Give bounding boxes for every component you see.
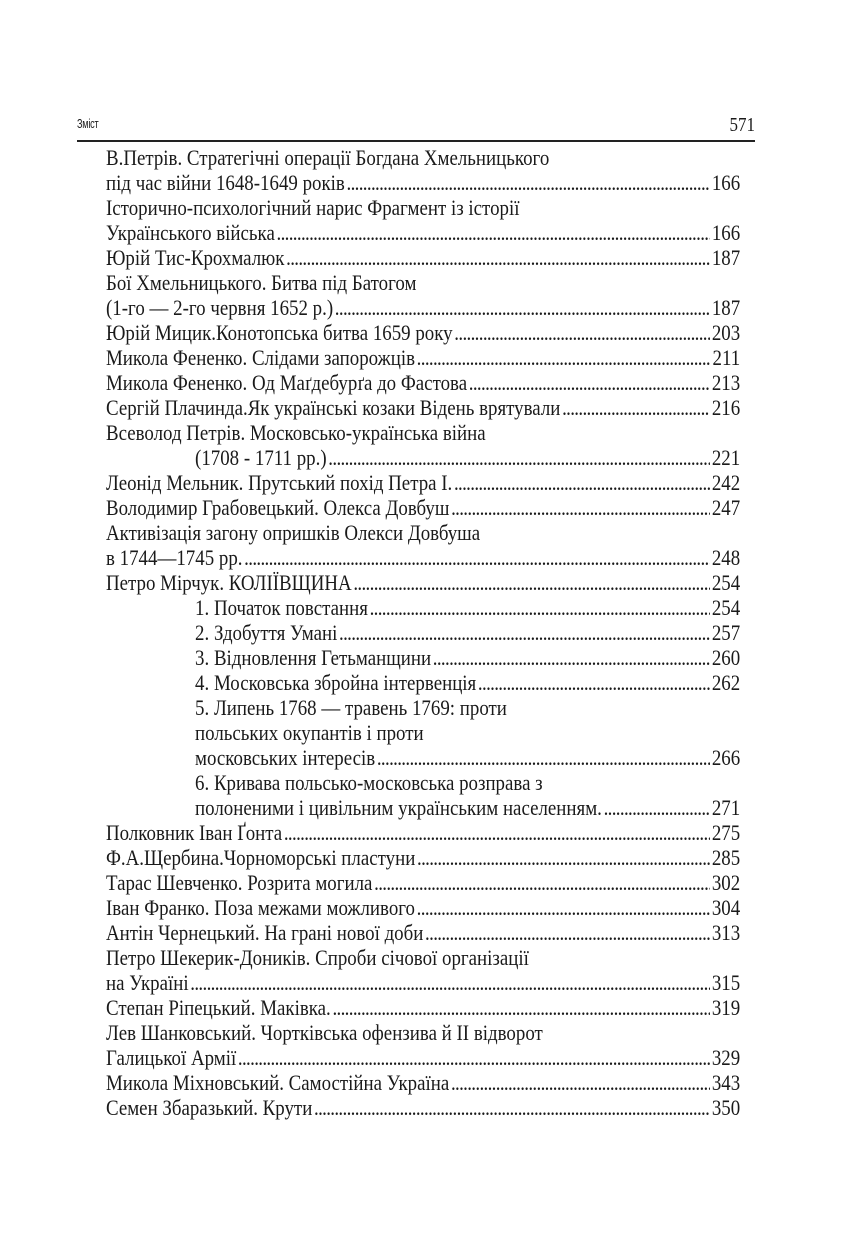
toc-entry-title: Семен Збаразький. Крути xyxy=(106,1095,313,1120)
dot-leader xyxy=(244,545,710,570)
dot-leader xyxy=(332,995,710,1020)
toc-entry-title: Юрій Тис-Крохмалюк xyxy=(106,245,285,270)
table-of-contents xyxy=(106,145,740,1120)
toc-entry-title: Полковник Іван Ґонта xyxy=(106,820,283,845)
toc-page-number: 254 xyxy=(711,595,741,620)
dot-leader xyxy=(370,595,711,620)
toc-entry[interactable] xyxy=(106,1095,740,1120)
toc-entry-last-line xyxy=(106,1070,740,1095)
dot-leader xyxy=(425,920,710,945)
dot-leader xyxy=(454,320,710,345)
toc-entry-title: 2. Здобуття Умані xyxy=(195,620,338,645)
dot-leader xyxy=(314,1095,710,1120)
dot-leader xyxy=(335,295,710,320)
toc-entry-title: Микола Фененко. Слідами запорожців xyxy=(106,345,416,370)
toc-entry-line xyxy=(106,420,740,445)
toc-entry[interactable] xyxy=(106,1020,740,1070)
toc-entry-last-line xyxy=(106,995,740,1020)
toc-entry[interactable] xyxy=(106,320,740,345)
toc-entry-line xyxy=(106,770,740,795)
dot-leader xyxy=(353,570,710,595)
toc-entry-title: в 1744—1745 рр. xyxy=(106,545,243,570)
toc-entry-line xyxy=(106,695,740,720)
toc-entry[interactable] xyxy=(106,420,740,470)
toc-entry-last-line xyxy=(106,620,740,645)
toc-page-number: 266 xyxy=(711,745,741,770)
toc-entry-last-line xyxy=(106,970,740,995)
toc-entry[interactable] xyxy=(106,820,740,845)
toc-entry-last-line xyxy=(106,595,740,620)
toc-entry[interactable] xyxy=(106,870,740,895)
toc-entry-title: Лев Шанковський. Чортківська офензива й ІІ відворот xyxy=(106,1020,543,1045)
toc-entry-title: 1. Початок повстання xyxy=(195,595,368,620)
toc-entry-title: Микола Міхновський. Самостійна Україна xyxy=(106,1070,450,1095)
toc-entry-last-line xyxy=(106,1095,740,1120)
toc-entry[interactable] xyxy=(106,645,740,670)
toc-entry-last-line xyxy=(106,845,740,870)
dot-leader xyxy=(433,645,710,670)
toc-entry-title: під час війни 1648-1649 років xyxy=(106,170,345,195)
toc-entry-title: Степан Ріпецький. Маківка. xyxy=(106,995,331,1020)
toc-entry-last-line xyxy=(106,470,740,495)
toc-entry[interactable] xyxy=(106,695,740,770)
toc-entry-last-line xyxy=(106,220,740,245)
toc-entry-last-line xyxy=(106,745,740,770)
toc-entry-title: Леонід Мельник. Прутський похід Петра І. xyxy=(106,470,453,495)
toc-entry-title: 6. Кривава польсько-московська розправа з xyxy=(195,770,543,795)
toc-entry-title: Петро Шекерик-Доників. Спроби січової організації xyxy=(106,945,529,970)
toc-entry[interactable] xyxy=(106,345,740,370)
toc-entry[interactable] xyxy=(106,145,740,195)
toc-entry-last-line xyxy=(106,445,740,470)
toc-page-number: 257 xyxy=(711,620,741,645)
toc-entry[interactable] xyxy=(106,395,740,420)
toc-entry-last-line xyxy=(106,320,740,345)
toc-entry-line xyxy=(106,145,740,170)
toc-entry-line xyxy=(106,270,740,295)
toc-entry-line xyxy=(106,520,740,545)
toc-entry[interactable] xyxy=(106,495,740,520)
toc-entry-last-line xyxy=(106,545,740,570)
dot-leader xyxy=(604,795,711,820)
toc-entry-title: В.Петрів. Стратегічні операції Богдана Хмельницького xyxy=(106,145,550,170)
toc-entry-last-line xyxy=(106,170,740,195)
toc-page-number: 302 xyxy=(711,870,741,895)
dot-leader xyxy=(339,620,710,645)
toc-entry-last-line xyxy=(106,1045,740,1070)
toc-entry-title: (1708 - 1711 рр.) xyxy=(195,445,327,470)
toc-page-number: 275 xyxy=(711,820,741,845)
toc-page-number: 247 xyxy=(711,495,741,520)
toc-entry[interactable] xyxy=(106,770,740,820)
toc-entry-title: 5. Липень 1768 — травень 1769: проти xyxy=(195,695,507,720)
toc-entry-last-line xyxy=(106,370,740,395)
toc-page-number: 262 xyxy=(711,670,741,695)
toc-entry-title: Володимир Грабовецький. Олекса Довбуш xyxy=(106,495,450,520)
toc-entry[interactable] xyxy=(106,995,740,1020)
toc-page-number: 216 xyxy=(711,395,741,420)
toc-page-number: 248 xyxy=(711,545,741,570)
dot-leader xyxy=(328,445,710,470)
toc-entry-last-line xyxy=(106,295,740,320)
dot-leader xyxy=(562,395,710,420)
dot-leader xyxy=(286,245,710,270)
toc-entry-last-line xyxy=(106,345,740,370)
dot-leader xyxy=(190,970,710,995)
toc-entry-line xyxy=(106,195,740,220)
toc-page-number: 313 xyxy=(711,920,741,945)
toc-entry[interactable] xyxy=(106,520,740,570)
toc-entry-title: Бої Хмельницького. Битва під Батогом xyxy=(106,270,417,295)
toc-entry-title: Історично-психологічний нарис Фрагмент із історії xyxy=(106,195,520,220)
toc-entry[interactable] xyxy=(106,920,740,945)
toc-entry[interactable] xyxy=(106,370,740,395)
dot-leader xyxy=(238,1045,710,1070)
page-number: 571 xyxy=(729,114,755,136)
toc-entry-title: 3. Відновлення Гетьманщини xyxy=(195,645,432,670)
toc-entry[interactable] xyxy=(106,945,740,995)
dot-leader xyxy=(374,870,710,895)
toc-entry-last-line xyxy=(106,495,740,520)
dot-leader xyxy=(347,170,711,195)
toc-entry[interactable] xyxy=(106,670,740,695)
dot-leader xyxy=(478,670,710,695)
toc-entry-last-line xyxy=(106,395,740,420)
toc-page-number: 187 xyxy=(711,245,741,270)
toc-entry-last-line xyxy=(106,670,740,695)
dot-leader xyxy=(417,345,711,370)
toc-page-number: 187 xyxy=(711,295,741,320)
toc-entry[interactable] xyxy=(106,195,740,245)
toc-entry-title: Активізація загону опришків Олекси Довбуша xyxy=(106,520,481,545)
toc-entry-title: Ф.А.Щербина.Чорноморські пластуни xyxy=(106,845,416,870)
toc-page-number: 166 xyxy=(711,170,741,195)
toc-entry-last-line xyxy=(106,245,740,270)
toc-entry-line xyxy=(106,945,740,970)
toc-page-number: 304 xyxy=(711,895,741,920)
toc-page-number: 319 xyxy=(711,995,741,1020)
toc-entry-title: 4. Московська збройна інтервенція xyxy=(195,670,477,695)
toc-entry-title: Петро Мірчук. КОЛІЇВЩИНА xyxy=(106,570,352,595)
dot-leader xyxy=(451,1070,710,1095)
dot-leader xyxy=(277,220,711,245)
toc-page-number: 242 xyxy=(711,470,741,495)
toc-entry-last-line xyxy=(106,895,740,920)
dot-leader xyxy=(417,895,710,920)
toc-entry-title: московських інтересів xyxy=(195,745,376,770)
toc-entry[interactable] xyxy=(106,895,740,920)
dot-leader xyxy=(454,470,710,495)
dot-leader xyxy=(417,845,710,870)
toc-page-number: 213 xyxy=(711,370,741,395)
toc-page-number: 271 xyxy=(711,795,741,820)
header-rule xyxy=(77,140,755,142)
toc-page-number: 315 xyxy=(711,970,741,995)
toc-entry-line xyxy=(106,720,740,745)
toc-entry[interactable] xyxy=(106,245,740,270)
toc-entry-title: Тарас Шевченко. Розрита могила xyxy=(106,870,373,895)
toc-entry[interactable] xyxy=(106,570,740,595)
toc-page-number: 285 xyxy=(711,845,741,870)
toc-page-number: 203 xyxy=(711,320,741,345)
toc-entry[interactable] xyxy=(106,1070,740,1095)
toc-page-number: 211 xyxy=(712,345,741,370)
toc-entry-title: на Україні xyxy=(106,970,189,995)
toc-entry-title: Всеволод Петрів. Московсько-українська війна xyxy=(106,420,486,445)
toc-page-number: 166 xyxy=(711,220,741,245)
toc-entry-title: Сергій Плачинда.Як українські козаки Відень врятували xyxy=(106,395,561,420)
toc-entry[interactable] xyxy=(106,470,740,495)
dot-leader xyxy=(469,370,710,395)
toc-entry-last-line xyxy=(106,870,740,895)
toc-entry-title: Іван Франко. Поза межами можливого xyxy=(106,895,416,920)
toc-entry-line xyxy=(106,1020,740,1045)
toc-page-number: 221 xyxy=(711,445,741,470)
toc-entry-title: (1-го — 2-го червня 1652 р.) xyxy=(106,295,334,320)
toc-entry-last-line xyxy=(106,795,740,820)
toc-entry-last-line xyxy=(106,920,740,945)
toc-entry[interactable] xyxy=(106,620,740,645)
dot-leader xyxy=(377,745,710,770)
toc-entry-title: Антін Чернецький. На грані нової доби xyxy=(106,920,424,945)
toc-page-number: 260 xyxy=(711,645,741,670)
toc-entry-title: Українського війська xyxy=(106,220,275,245)
toc-entry-title: Юрій Мицик.Конотопська битва 1659 року xyxy=(106,320,453,345)
running-header-section: Зміст xyxy=(77,116,99,131)
toc-entry-title: Галицької Армії xyxy=(106,1045,237,1070)
toc-entry[interactable] xyxy=(106,270,740,320)
toc-entry[interactable] xyxy=(106,845,740,870)
toc-page-number: 350 xyxy=(711,1095,741,1120)
toc-page-number: 329 xyxy=(711,1045,741,1070)
toc-entry[interactable] xyxy=(106,595,740,620)
toc-entry-last-line xyxy=(106,645,740,670)
toc-page-number: 343 xyxy=(711,1070,741,1095)
toc-entry-title: полоненими і цивільним українським населенням. xyxy=(195,795,602,820)
toc-page-number: 254 xyxy=(711,570,741,595)
toc-entry-title: польських окупантів і проти xyxy=(195,720,424,745)
toc-entry-title: Микола Фененко. Од Маґдебурґа до Фастова xyxy=(106,370,468,395)
dot-leader xyxy=(284,820,710,845)
toc-entry-last-line xyxy=(106,820,740,845)
toc-entry-last-line xyxy=(106,570,740,595)
dot-leader xyxy=(451,495,710,520)
